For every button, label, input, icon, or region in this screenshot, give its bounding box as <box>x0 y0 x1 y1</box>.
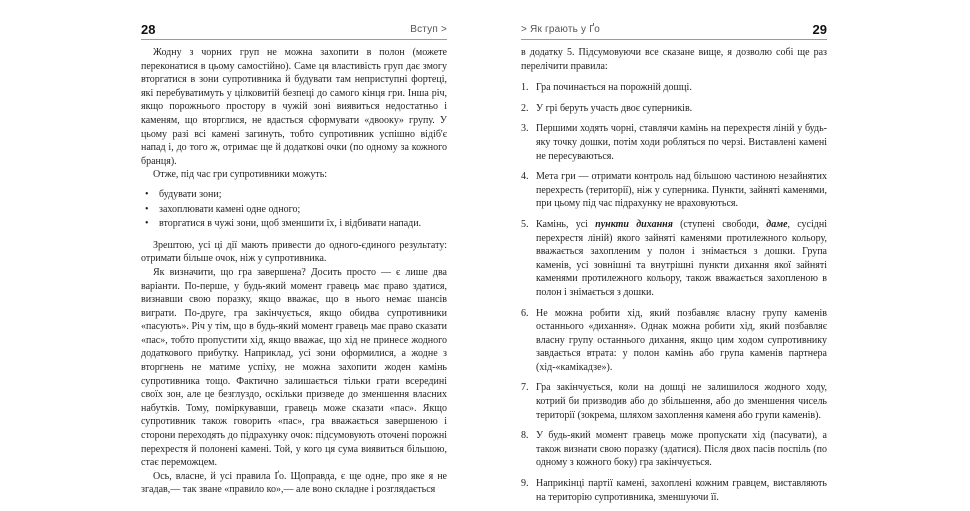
rule-text: Не можна робити хід, який позбавляє власну групу каменів останнього «дихання». Однак можна робити хід, який позбавляє власну групу останнього дихання, якщо цим ходом супротивнику завдається втрата: у полон камінь або група каменів партнера (хід-«камікадзе»). <box>536 307 827 373</box>
rule-item <box>521 102 827 116</box>
rule-text: Гра закінчується, коли на дошці не залишилося жодного ходу, котрий би призводив або до збільшення, або до зменшення чисель території (зокрема, шляхом захоплення каменя або групи каменів). <box>536 382 827 421</box>
left-page-number: 28 <box>141 22 156 37</box>
left-page-body <box>141 46 447 497</box>
right-page-body <box>521 46 827 511</box>
rule-text: У будь-який момент гравець може пропускати хід (пасувати), а також визнати свою поразку (здатися). Після двох пасів поспіль (по одному з кожного боку) гра закінчується. <box>536 430 827 469</box>
left-header-rule <box>141 39 447 40</box>
rule-number: 4. <box>521 171 529 183</box>
rule-text-after: , сусідні перехрестя ліній) якого зайняті каменями протилежного кольору, вважається захопленим у полон і знімається з дошки. Група каменів, усі зовнішні та внутрішні пункти дихання якої зайняті каменями протилежного кольору, також вважається захопленою в полон і знімається з дошки. <box>536 218 827 298</box>
rule-number: 8. <box>521 430 529 442</box>
bullet-item: • будувати зони; <box>145 188 447 202</box>
rule-emphasis: даме <box>766 218 788 230</box>
rule-number: 7. <box>521 382 529 394</box>
rule-text: У грі беруть участь двоє суперників. <box>536 102 693 114</box>
rule-item <box>521 429 827 470</box>
rule-item <box>521 307 827 375</box>
paragraph: Ось, власне, й усі правила Ґо. Щоправда, є ще одне, про яке я не згадав,— так зване «правило ко»,— але воно складне і розглядається <box>141 470 447 496</box>
right-header-rule <box>521 39 827 40</box>
rule-item <box>521 170 827 211</box>
left-page-header <box>141 22 447 40</box>
rule-text: Наприкінці партії камені, захоплені кожним гравцем, виставляють на територію супротивника, зменшуючи її. <box>536 478 827 503</box>
right-page-number: 29 <box>812 22 827 37</box>
rule-item <box>521 81 827 95</box>
paragraph: Зрештою, усі ці дії мають привести до одного-єдиного результату: отримати більше очок, ніж у супротивника. <box>141 239 447 265</box>
rule-text: Мета гри — отримати контроль над більшою частиною незайнятих перехресть (території), ніж у суперника. Пункти, зайняті каменями, при цьому під час підрахунку не враховуються. <box>536 171 827 210</box>
rule-number: 9. <box>521 478 529 490</box>
rule-item <box>521 122 827 163</box>
left-running-head: Вступ > <box>410 24 447 35</box>
bullet-item: • вторгатися в чужі зони, щоб зменшити їх, і відбивати напади. <box>145 217 447 231</box>
rules-list <box>521 81 827 504</box>
left-page <box>141 0 447 496</box>
bullet-list <box>141 188 447 231</box>
rule-item <box>521 477 827 504</box>
rule-text-before: Камінь, усі <box>536 218 596 230</box>
paragraph: Як визначити, що гра завершена? Досить просто — є лише два варіанти. По-перше, у будь-який момент гравець має право здатися, визнавши свою поразку, якщо вважає, що в нього немає шансів виграти. По-друге, гра закінчується, якщо обидва супротивники «пасують». Річ у тім, що в будь-який момент гравець має право сказати «пас», тобто пропустити хід, якщо вважає, що хід не принесе жодного додаткового прибутку. Наприклад, усі зони оформилися, а жодне з вторгнень не матиме успіху, не можна захопити жоден камінь супротивника тощо. Фактично залишається тільки грати всередині своїх зон, але це безглуздо, оскільки призведе до зменшення власних набутків. Тому, поміркувавши, гравець може сказати «пас». Якщо супротивник також говорить «пас», гра вважається завершеною і сторони переходять до підрахунку очок: підсумовують оточені порожні перехрестя й полонені камені. Той, у кого ця сума виявиться більшою, стає переможцем. <box>141 266 447 469</box>
intro-paragraph: в додатку 5. Підсумовуючи все сказане вище, я дозволю собі ще раз перелічити правила: <box>521 47 827 72</box>
rule-number: 3. <box>521 123 529 135</box>
paragraph: Жодну з чорних груп не можна захопити в полон (можете переконатися в цьому самостійно). Саме ця властивість груп дає змогу вторгатися в зони супротивника й будувати там неприступні фортеці, які перебуватимуть у цілковитій безпеці до самого кінця гри. Інша річ, якщо порожнього простору в чужій зоні виявиться недостатньо і каменям, що вторглися, не вдасться сформувати «двоокy» групу. У цьому разі всі камені загинуть, тобто супротивник успішно відіб'є напад і, до того ж, отримає ще й додаткові очки (по одному за кожного бранця). <box>141 47 447 167</box>
rule-item <box>521 381 827 422</box>
rule-item <box>521 218 827 300</box>
right-running-head: > Як грають у Ґо <box>521 24 601 35</box>
rule-emphasis: пункти дихання <box>595 218 673 230</box>
bullet-item: • захоплювати камені одне одного; <box>145 203 447 217</box>
right-page <box>521 0 827 503</box>
rule-text: Гра починається на порожній дошці. <box>536 82 692 94</box>
rule-number: 6. <box>521 307 529 319</box>
rule-number: 5. <box>521 218 529 230</box>
rule-number: 2. <box>521 102 529 114</box>
paragraph: Отже, під час гри супротивники можуть: <box>153 169 328 181</box>
rule-text-mid: (ступені свободи, <box>672 218 767 230</box>
right-page-header <box>521 22 827 40</box>
rule-number: 1. <box>521 82 529 94</box>
rule-text: Першими ходять чорні, ставлячи камінь на перехрестя ліній у будь-яку точку дошки, потім ходи робляться по черзі. Виставлені камені не пересуваються. <box>536 123 827 162</box>
